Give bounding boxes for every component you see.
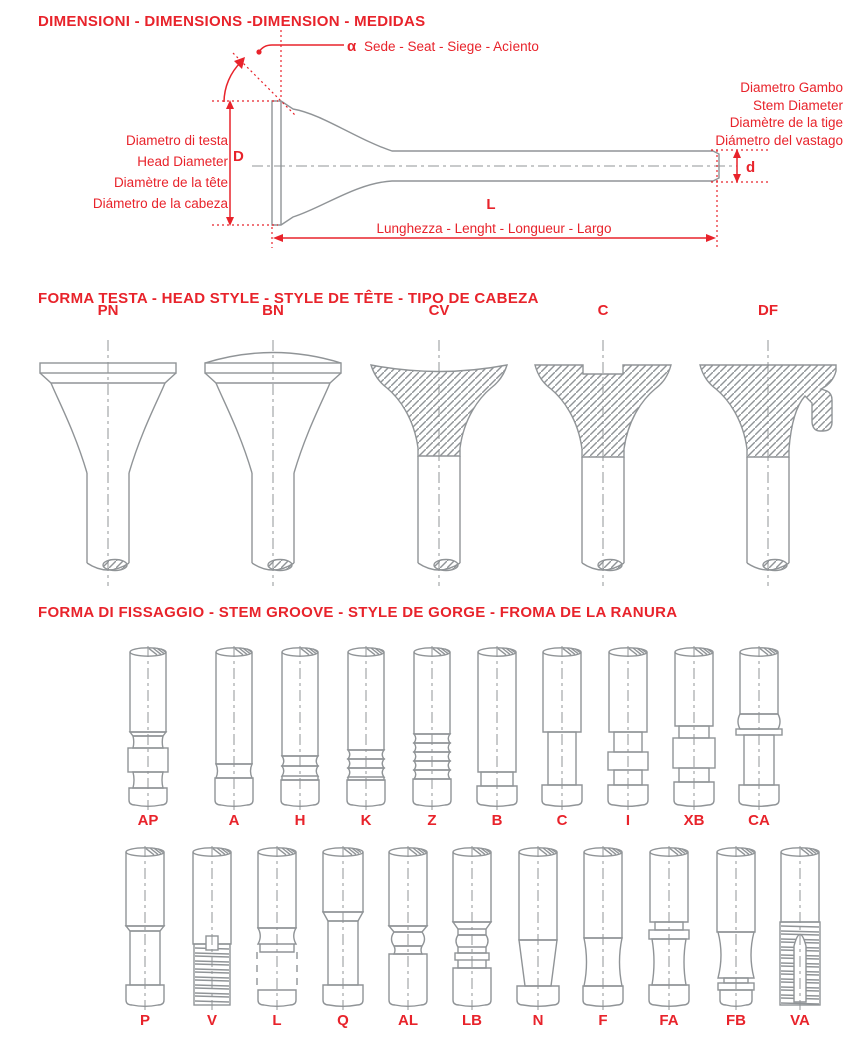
stem-figure-fb (706, 845, 766, 1035)
stem-drawing-b (467, 645, 527, 811)
head-drawing-cv (356, 330, 522, 592)
stem-label-fb: FB (726, 1012, 746, 1029)
stem-label-fa: FA (659, 1012, 679, 1029)
stem-diameter-line-4: Diámetro del vastago (715, 133, 843, 148)
stem-drawing-k (336, 645, 396, 811)
stem-figure-i (598, 645, 658, 835)
dimensions-section-title: DIMENSIONI - DIMENSIONS -DIMENSION - MEDIDAS (38, 13, 426, 30)
stem-drawing-q (313, 845, 373, 1011)
head-figure-bn (190, 330, 356, 592)
stem-drawing-xb (664, 645, 724, 811)
stem-figure-k (336, 645, 396, 835)
stem-drawing-h (270, 645, 330, 811)
stem-drawing-ca (729, 645, 789, 811)
stem-drawing-p (115, 845, 175, 1011)
stem-drawing-a (204, 645, 264, 811)
stem-figure-va (770, 845, 830, 1035)
length-symbol: L (486, 196, 496, 213)
stem-diameter-symbol: d (746, 159, 756, 176)
head-diameter-dimension (93, 100, 278, 226)
head-figure-pn (25, 330, 191, 592)
stem-figure-q (313, 845, 373, 1035)
head-label-bn: BN (262, 302, 284, 319)
stem-label-c: C (556, 812, 568, 829)
stem-figure-v (182, 845, 242, 1035)
stem-label-ap: AP (137, 812, 159, 829)
seat-label: Sede - Seat - Siege - Acìento (364, 39, 539, 54)
head-diameter-line-2: Head Diameter (137, 154, 228, 169)
head-diameter-line-4: Diámetro de la cabeza (92, 196, 228, 211)
stem-label-va: VA (790, 1012, 810, 1029)
stem-label-q: Q (337, 1012, 349, 1029)
stem-figure-ca (729, 645, 789, 835)
head-label-cv: CV (428, 302, 450, 319)
head-figure-c (520, 330, 686, 592)
stem-drawing-al (378, 845, 438, 1011)
stem-label-k: K (360, 812, 372, 829)
stem-drawing-f (573, 845, 633, 1011)
stem-figure-l (247, 845, 307, 1035)
stem-figure-a (204, 645, 264, 835)
stem-label-n: N (532, 1012, 544, 1029)
head-figure-cv (356, 330, 522, 592)
stem-label-l: L (272, 1012, 282, 1029)
stem-diameter-dimension (711, 80, 843, 183)
head-label-c: C (597, 302, 609, 319)
head-drawing-bn (190, 330, 356, 592)
stem-drawing-fb (706, 845, 766, 1011)
stem-diameter-line-2: Stem Diameter (752, 98, 843, 113)
stem-label-z: Z (427, 812, 437, 829)
stem-figure-c (532, 645, 592, 835)
head-figure-df (685, 330, 851, 592)
stem-figure-z (402, 645, 462, 835)
stem-label-a: A (228, 812, 240, 829)
head-diameter-line-1: Diametro di testa (125, 133, 228, 148)
stem-drawing-fa (639, 845, 699, 1011)
stem-label-i: I (625, 812, 631, 829)
stem-figure-xb (664, 645, 724, 835)
stem-drawing-ap (118, 645, 178, 811)
head-drawing-pn (25, 330, 191, 592)
head-diameter-symbol: D (233, 148, 244, 165)
stem-figure-ap (118, 645, 178, 835)
stem-figure-fa (639, 845, 699, 1035)
stem-label-p: P (139, 1012, 150, 1029)
stem-label-xb: XB (683, 812, 705, 829)
stem-figure-f (573, 845, 633, 1035)
stem-figure-al (378, 845, 438, 1035)
stem-drawing-l (247, 845, 307, 1011)
stem-groove-section-title: FORMA DI FISSAGGIO - STEM GROOVE - STYLE DE GORGE - FROMA DE LA RANURA (38, 604, 678, 621)
stem-label-lb: LB (462, 1012, 482, 1029)
seat-angle-annotation (224, 30, 539, 116)
stem-label-f: F (598, 1012, 608, 1029)
stem-diameter-line-3: Diamètre de la tige (729, 115, 843, 130)
stem-figure-p (115, 845, 175, 1035)
alpha-symbol: α (347, 38, 357, 55)
stem-drawing-c (532, 645, 592, 811)
stem-drawing-lb (442, 845, 502, 1011)
stem-drawing-i (598, 645, 658, 811)
valve-dimensions-diagram (0, 0, 860, 262)
stem-figure-lb (442, 845, 502, 1035)
head-label-df: DF (758, 302, 778, 319)
stem-figure-h (270, 645, 330, 835)
stem-drawing-v (182, 845, 242, 1011)
stem-label-b: B (491, 812, 503, 829)
stem-label-ca: CA (748, 812, 770, 829)
length-dimension (272, 150, 717, 248)
head-diameter-line-3: Diamètre de la tête (113, 175, 228, 190)
stem-figure-b (467, 645, 527, 835)
stem-drawing-n (508, 845, 568, 1011)
head-label-pn: PN (97, 302, 119, 319)
stem-figure-n (508, 845, 568, 1035)
stem-label-al: AL (398, 1012, 418, 1029)
head-style-section-title: FORMA TESTA - HEAD STYLE - STYLE DE TÊTE - TIPO DE CABEZA (38, 290, 539, 307)
stem-drawing-z (402, 645, 462, 811)
stem-drawing-va (770, 845, 830, 1011)
stem-label-v: V (206, 1012, 217, 1029)
stem-label-h: H (294, 812, 306, 829)
stem-diameter-line-1: Diametro Gambo (740, 80, 843, 95)
head-drawing-c (520, 330, 686, 592)
length-label: Lunghezza - Lenght - Longueur - Largo (376, 221, 612, 236)
head-drawing-df (685, 330, 851, 592)
